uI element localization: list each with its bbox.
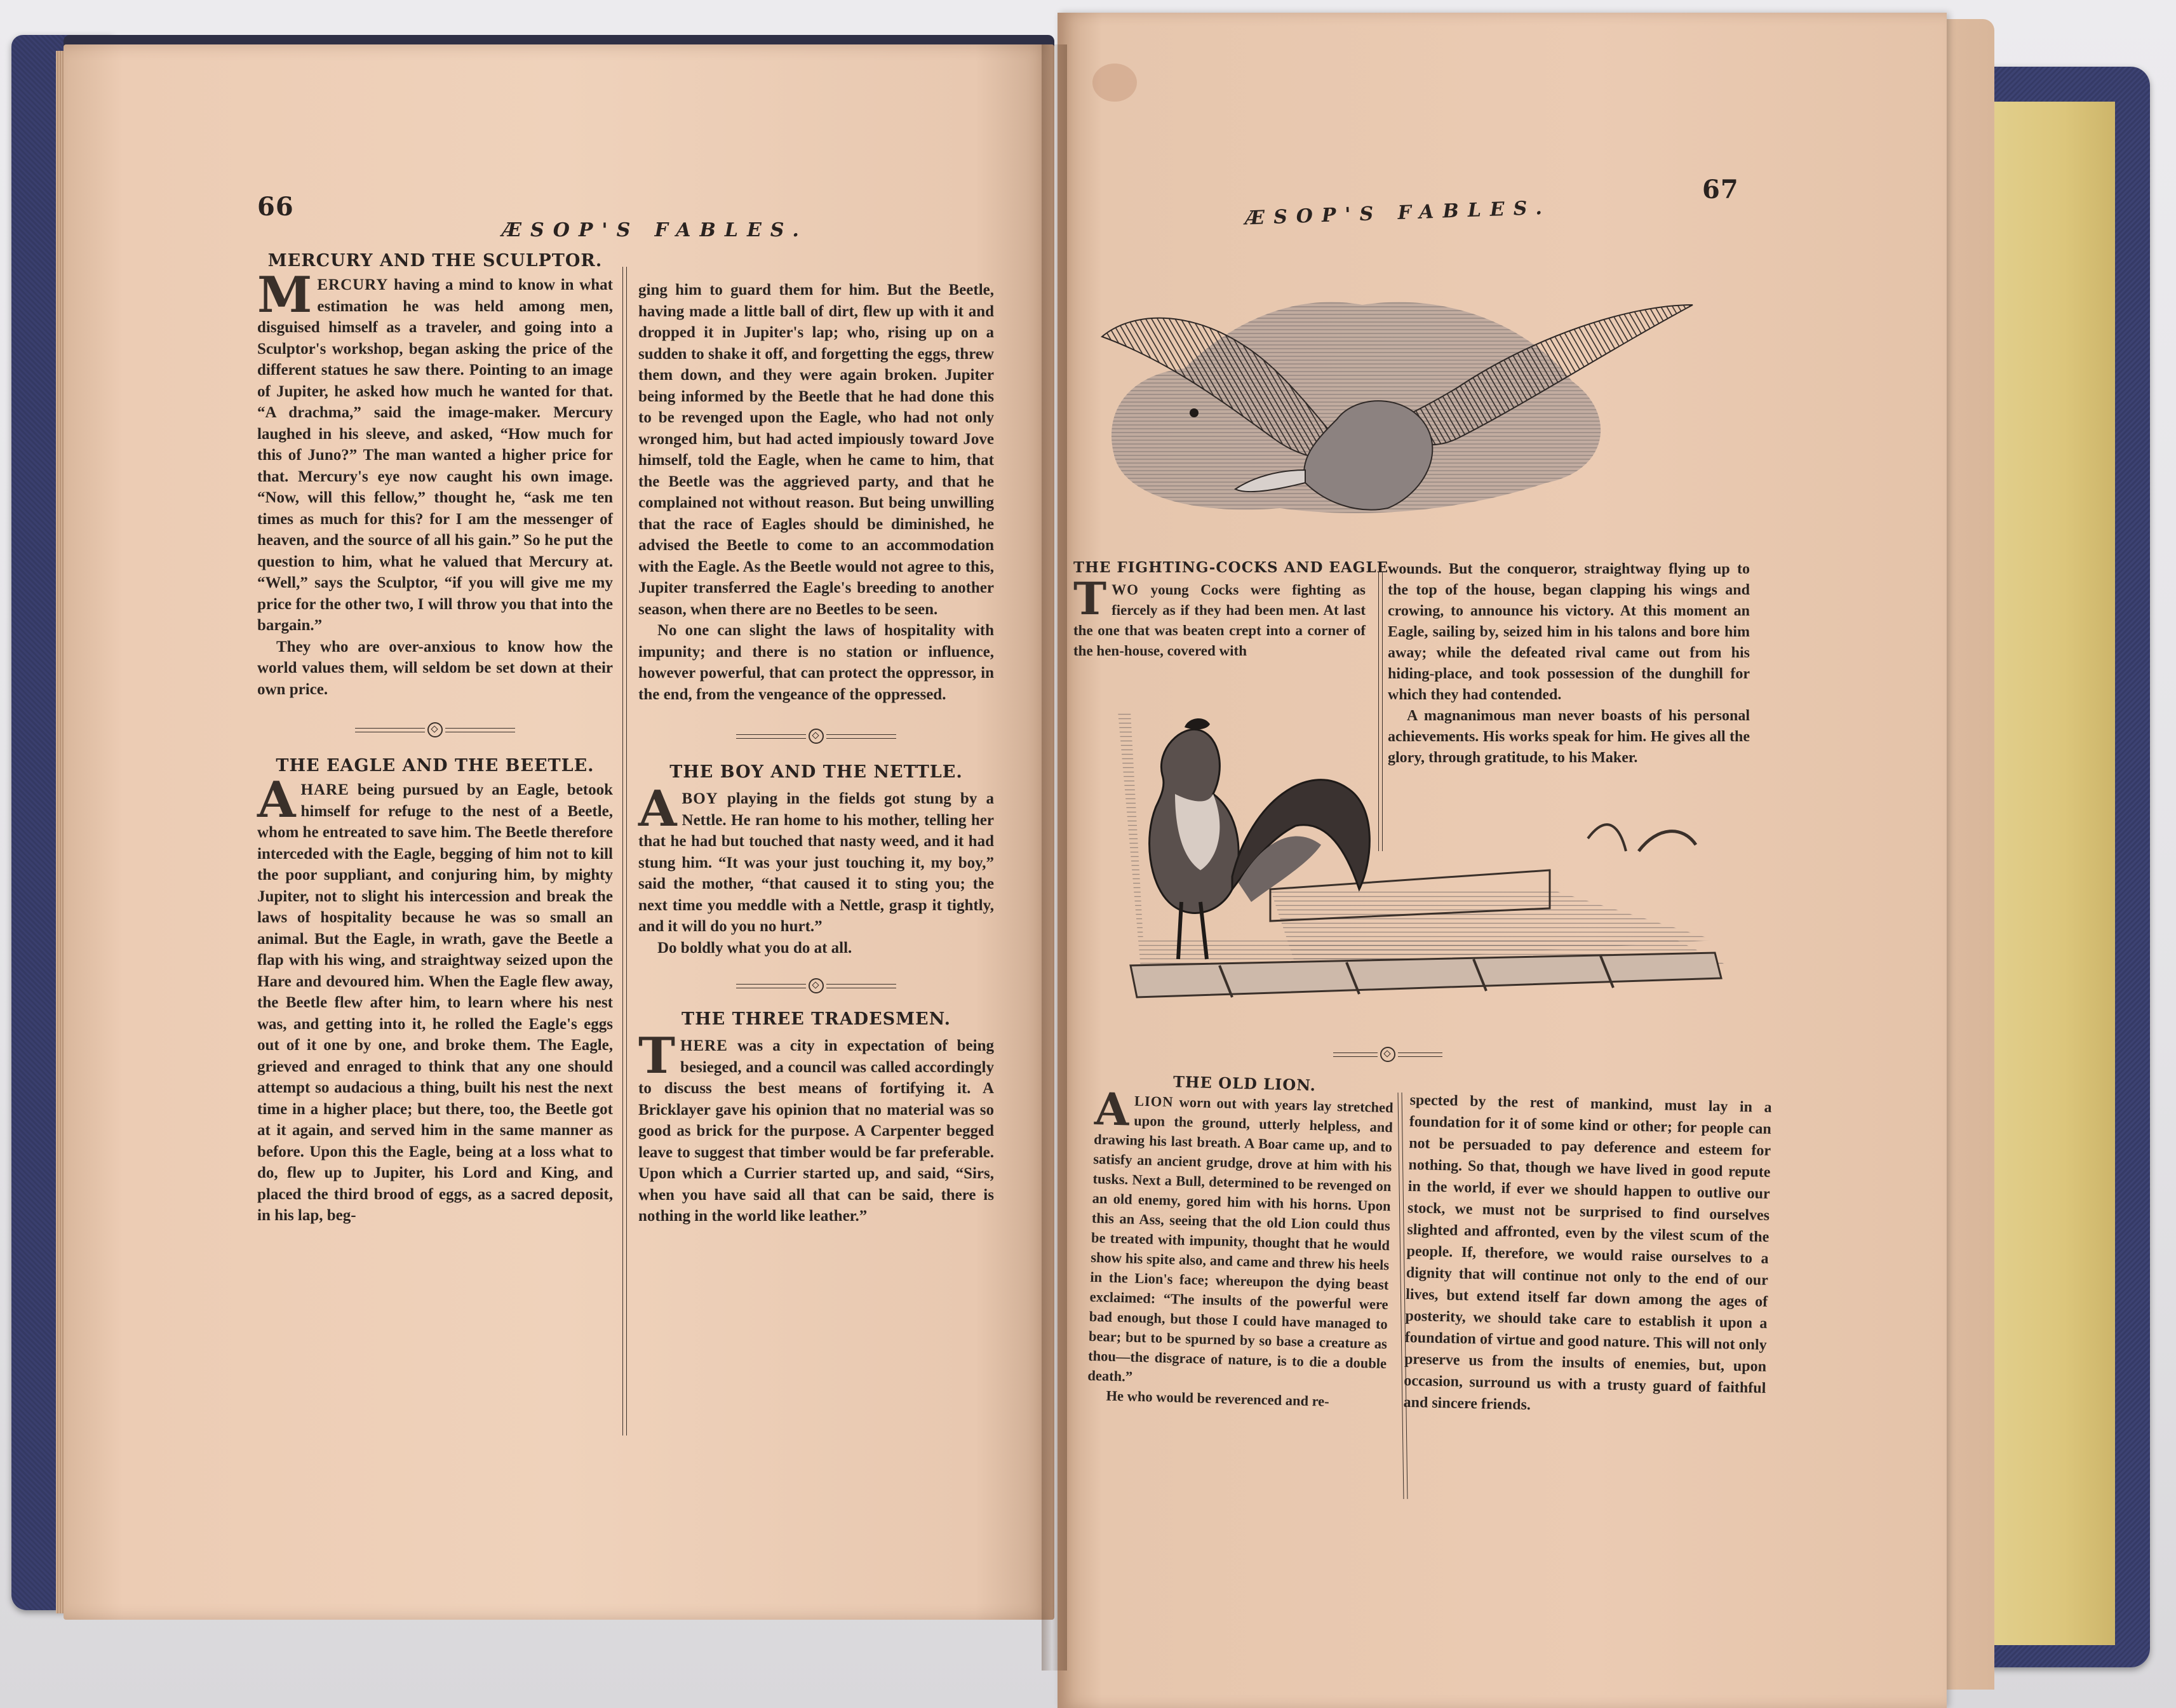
section-ornament <box>1327 1045 1448 1064</box>
fable-title: THE OLD LION. <box>1172 1072 1317 1095</box>
fable-text-continued: wounds. But the conqueror, straightway flying up to the top of the house, began clapping his wings and crowing, to announce his victory. At this moment an Eagle, sailing by, seized him in his talons and bore him away; while the defeated rival came out from his hiding-place, and took possession of the dunghill for which they had contended. A magnanimous man never boasts of his personal achievements. His works speak for him. He gives all the glory, through gratitude, to his Maker. <box>1388 559 1750 769</box>
right-column-1-top <box>1073 559 1395 661</box>
section-ornament <box>257 720 613 739</box>
running-head-left: ÆSOP'S FABLES. <box>502 219 808 241</box>
fable-text-continued: ging him to guard them for him. But the Beetle, having made a little ball of dirt, flew up with it and dropped it in Jupiter's lap; who, rising up on a sudden to shake it off, and forgetting the eggs, threw them down, and they were again broken. Jupiter being informed by the Beetle that he had done this to be revenged upon the Eagle, who had not only wronged him, but had acted impiously toward Jove himself, told the Eagle, when he came to him, that the Beetle was the aggrieved party, and that he complained not without reason. But being unwilling that the race of Eagles should be diminished, he advised the Beetle to come to an accommodation with the Eagle. As the Beetle would not agree to this, Jupiter transferred the Eagle's breeding to another season, when there are no Beetles to be seen. No one can slight the laws of hospitality with impunity; and there is no station or influence, however powerful, that can protect the oppressor, in the end, from the vengeance of the oppressed. <box>638 279 994 705</box>
fable-text-continued: spected by the rest of mankind, must lay in a foundation for it of some kind or other; for people can not be persuaded to pay deference and esteem for nothing. So that, though we have lived in good repute in the world, if ever we should happen to outlive our stock, we must not be surprised to find ourselves slighted and affronted, even by the vilest scum of the people. If, therefore, we would raise ourselves to a dignity that will continue not only to the end of our lives, but extend itself far down among the ages of posterity, we should take care to establish it upon a foundation of virtue and good nature. This will not only preserve us from the insults of enemies, but, upon occasion, surround us with a trusty guard of faithful and sincere friends. <box>1403 1091 1772 1414</box>
fable-title: THE BOY AND THE NETTLE. <box>669 762 963 782</box>
eagle-in-flight-engraving <box>1089 267 1699 540</box>
drop-cap: A <box>638 780 677 838</box>
running-head-right: ÆSOP'S FABLES. <box>1244 196 1552 230</box>
fable-title: THE FIGHTING-COCKS AND EAGLE. <box>1073 559 1395 576</box>
fable-title: MERCURY AND THE SCULPTOR. <box>267 251 603 271</box>
drop-cap: M <box>257 266 312 324</box>
fable-text: ALION worn out with years lay stretched upon the ground, utterly helpless, and drawing his last breath. A Boar came up, and to satisfy an ancient grudge, drove at him with his tusks. Next a Bull, determined to be revenged on an old enemy, gored him with his horns. Upon this an Ass, seeing that the old Lion could thus be treated with impunity, thought that he would show his spite also, and came and threw his heels in the Lion's face; whereupon the dying beast exclaimed: “The insults of the powerful were bad enough, but those I could have managed to bear; but to be spurned by so base a creature as thou—the disgrace of nature, is to die a double death.” He who would be reverenced and re- <box>1087 1090 1394 1413</box>
fable-text: THERE was a city in expectation of being besieged, and a council was called accordingly to discuss the best means of fortifying it. A Bricklayer gave his opinion that no material was so good as brick for the purpose. A Carpenter begged leave to suggest that timber would be far preferable. Upon which a Currier started up, and said, “Sirs, when you have said all that can be said, there is nothing in the world like leather.” <box>638 1027 994 1225</box>
left-column-1 <box>257 251 613 1227</box>
page-number-left: 66 <box>257 192 294 222</box>
fable-text: TWO young Cocks were fighting as fiercely as if they had been men. At last the one that was beaten crept into a corner of the hen-house, covered with <box>1073 572 1366 659</box>
book-gutter <box>1042 44 1067 1671</box>
rooster-on-henhouse-engraving <box>1105 699 1728 1029</box>
fable-text: AHARE being pursued by an Eagle, betook himself for refuge to the nest of a Beetle, whom he entreated to save him. The Beetle therefore interceded with the Eagle, begging of him not to kill the poor suppliant, and conjuring him, by mighty Jupiter, not to slight his intercession and break the laws of hospitality because he was so small an animal. But the Eagle, in wrath, gave the Beetle a flap with his wing, and straightway seized upon the Hare and devoured him. When the Eagle flew away, the Beetle flew after him, to learn where his nest was, and getting into it, he rolled the Eagle's eggs out of it one by one, and broke them. The Eagle, grieved and enraged to think that any one should attempt so audacious a thing, built his nest the next time in a higher place; but there, too, the Beetle got at it again, and served him in the same manner as before. Upon this the Eagle, being at a loss what to do, flew up to Jupiter, his Lord and King, and placed the third brood of eggs, as a sacred deposit, in his lap, beg- <box>257 771 613 1224</box>
fable-text: ABOY playing in the fields got stung by a Nettle. He ran home to his mother, telling her that he had but touched that nasty weed, and it had stung him. “It was your just touching it, my boy,” said the mother, “that caused it to sting you; the next time you meddle with a Nettle, grasp it tightly, and it will do you no hurt.” Do boldly what you do at all. <box>638 788 994 958</box>
drop-cap: A <box>257 771 296 829</box>
fable-title: THE EAGLE AND THE BEETLE. <box>276 756 594 776</box>
fable-moral-start: He who would be reverenced and re- <box>1106 1387 1330 1409</box>
page-number-right: 67 <box>1702 175 1739 205</box>
fable-text: MERCURY having a mind to know in what estimation he was held among men, disguised himself as a traveler, and going into a Sculptor's workshop, began asking the price of the different statues he saw there. Pointing to an image of Jupiter, he asked how much he wanted for that. “A drachma,” said the image-maker. Mercury laughed in his sleeve, and asked, “How much for this of Juno?” The man wanted a higher price for that. Mercury's eye now caught his own image. “Now, will this fellow,” thought he, “ask me ten times as much for this? for I am the messenger of heaven, and the source of all his gain.” So he put the question to him, what he valued that Mercury at. “Well,” says the Sculptor, “if you will give me my price for the other two, I will throw you that into the bargain.” They who are over-anxious to know how the world values them, will seldom be set down at their own price. <box>257 274 613 700</box>
page-tear-stain <box>1092 64 1137 102</box>
fable-moral: They who are over-anxious to know how the world values them, will seldom be set down at their own price. <box>257 638 613 698</box>
drop-cap: T <box>638 1027 676 1085</box>
section-ornament <box>638 727 994 746</box>
section-ornament <box>638 976 994 995</box>
drop-cap: A <box>1094 1082 1130 1136</box>
fable-title: THE THREE TRADESMEN. <box>682 1009 951 1029</box>
fable-moral: A magnanimous man never boasts of his personal achievements. His works speak for him. He gives all the glory, through gratitude, to his Maker. <box>1388 708 1750 766</box>
right-column-2-bottom <box>1403 1089 1772 1421</box>
left-column-2 <box>638 279 994 1227</box>
column-rule <box>622 267 627 1436</box>
right-column-1-bottom <box>1087 1070 1394 1413</box>
drop-cap: T <box>1073 572 1107 625</box>
fable-moral: No one can slight the laws of hospitality with impunity; and there is no station or influence, however powerful, that can protect the oppressor, in the end, from the vengeance of the oppressed. <box>638 622 994 703</box>
fable-moral: Do boldly what you do at all. <box>657 939 852 957</box>
yellow-endpaper <box>1988 102 2115 1645</box>
